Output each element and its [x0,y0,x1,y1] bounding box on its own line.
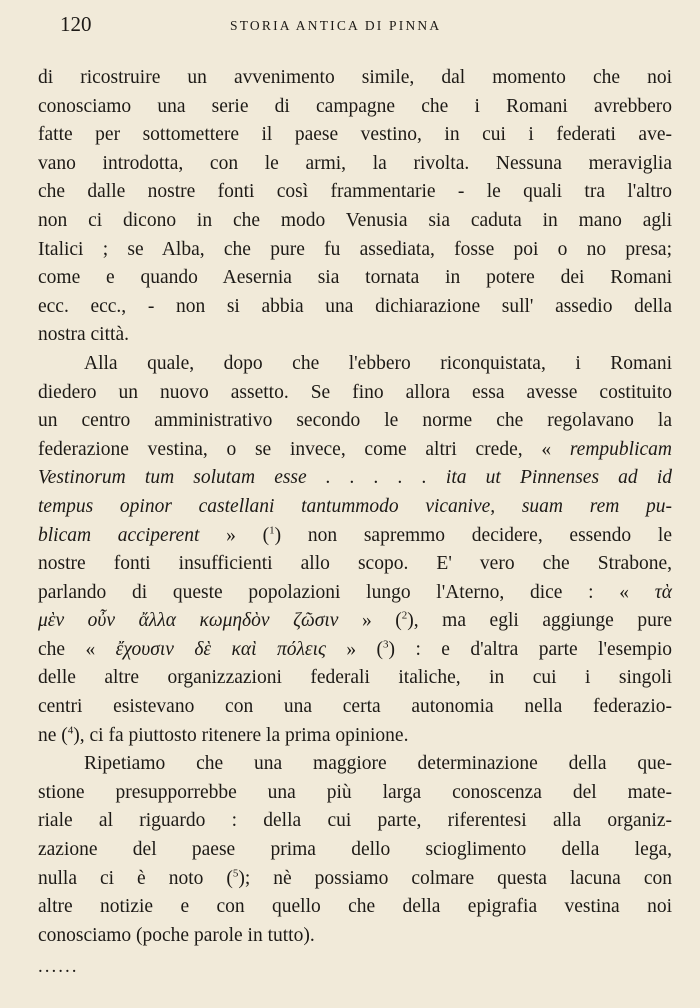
text-segment: ); nè possiamo colmare questa lacuna con [238,867,672,889]
paragraph-3 [38,750,672,950]
text-line: delle altre organizzazioni federali italiche, in cui i singoli [38,667,672,689]
text-line: vano introdotta, con le armi, la rivolta. Nessuna meraviglia [38,152,672,174]
page-number: 120 [60,12,92,36]
text-line: non ci dicono in che modo Venusia sia caduta in mano agli [38,209,672,231]
running-title: STORIA ANTICA DI PINNA [230,18,442,33]
latin-quote-line: Vestinorum tum solutam esse . . . . . ita ut Pinnenses ad id [38,467,672,489]
text-segment: che « [38,638,116,660]
text-line [38,636,672,665]
text-line: nostra città. [38,324,129,346]
text-segment: parlando di queste popolazioni lungo l'Aterno, dice : « [38,581,655,603]
text-segment: federazione vestina, o se invece, come altri crede, « [38,438,570,460]
text-segment: ), ma egli aggiunge pure [407,610,672,632]
latin-quote: blicam acciperent [38,524,200,546]
text-line [38,436,672,465]
text-line [38,522,672,551]
footnote-ref-4: 4 [67,724,74,737]
text-line: zazione del paese prima dello scioglimento della lega, [38,839,672,861]
text-line: di ricostruire un avvenimento simile, dal momento che noi [38,67,672,88]
text-line: diedero un nuovo assetto. Se fino allora essa avesse costituito [38,381,672,403]
page-header [60,10,670,40]
paragraph-1 [38,64,672,350]
text-line: Italici ; se Alba, che pure fu assediata, fosse poi o no presa; [38,238,672,260]
ellipsis-mark: ...... [38,956,79,977]
latin-quote: rempublicam [569,438,672,460]
text-line: centri esistevano con una certa autonomia nella federazio- [38,696,672,718]
footnote-ref-2: 2 [401,609,408,622]
text-line: ecc. ecc., - non si abbia una dichiarazione sull' assedio della [38,295,672,317]
text-segment: ) non sapremmo decidere, essendo le [274,524,672,546]
text-line: conosciamo (poche parole in tutto). [38,924,315,946]
text-line: nostre fonti insufficienti allo scopo. E' vero che Strabone, [38,553,672,575]
footnote-ref-3: 3 [383,638,389,651]
text-line: come e quando Aesernia sia tornata in potere dei Romani [38,267,672,289]
text-line: Ripetiamo che una maggiore determinazione della que- [84,753,672,775]
footnote-ref-1: 1 [269,524,275,536]
text-segment: ne ( [38,724,68,746]
greek-quote: τὰ [654,581,672,603]
text-segment: » ( [325,638,384,660]
text-line: fatte per sottomettere il paese vestino, in cui i federati ave- [38,124,672,146]
text-line: altre notizie e con quello che della epigrafia vestina noi [38,896,672,918]
text-line: riale al riguardo : della cui parte, riferentesi alla organiz- [38,810,672,832]
text-segment: nulla ci è noto ( [38,867,233,889]
text-segment: » ( [199,524,270,546]
text-line: che dalle nostre fonti così frammentarie - le quali tra l'altro [38,181,672,203]
text-line: conosciamo una serie di campagne che i Romani avrebbero [38,95,672,117]
body-text [38,64,672,950]
footnote-ref-5: 5 [232,867,239,880]
text-line [38,722,672,751]
text-line [38,579,672,608]
text-line [38,865,672,894]
text-line: un centro amministrativo secondo le norme che regolavano la [38,410,672,432]
greek-quote: μὲν οὖν ἄλλα κωμηδὸν ζῶσιν [38,610,339,632]
latin-quote-line: tempus opinor castellani tantummodo vicanive, suam rem pu- [38,495,672,517]
text-line: Alla quale, dopo che l'ebbero riconquistata, i Romani [84,352,672,374]
text-segment: » ( [338,610,402,632]
greek-quote: ἔχουσιν δὲ καὶ πόλεις [115,638,326,660]
text-segment: ), ci fa piuttosto ritenere la prima opinione. [73,724,409,746]
text-line: stione presupporrebbe una più larga conoscenza del mate- [38,781,672,803]
text-segment: ) : e d'altra parte l'esempio [388,638,673,660]
text-line [38,607,672,636]
paragraph-2 [38,350,672,750]
